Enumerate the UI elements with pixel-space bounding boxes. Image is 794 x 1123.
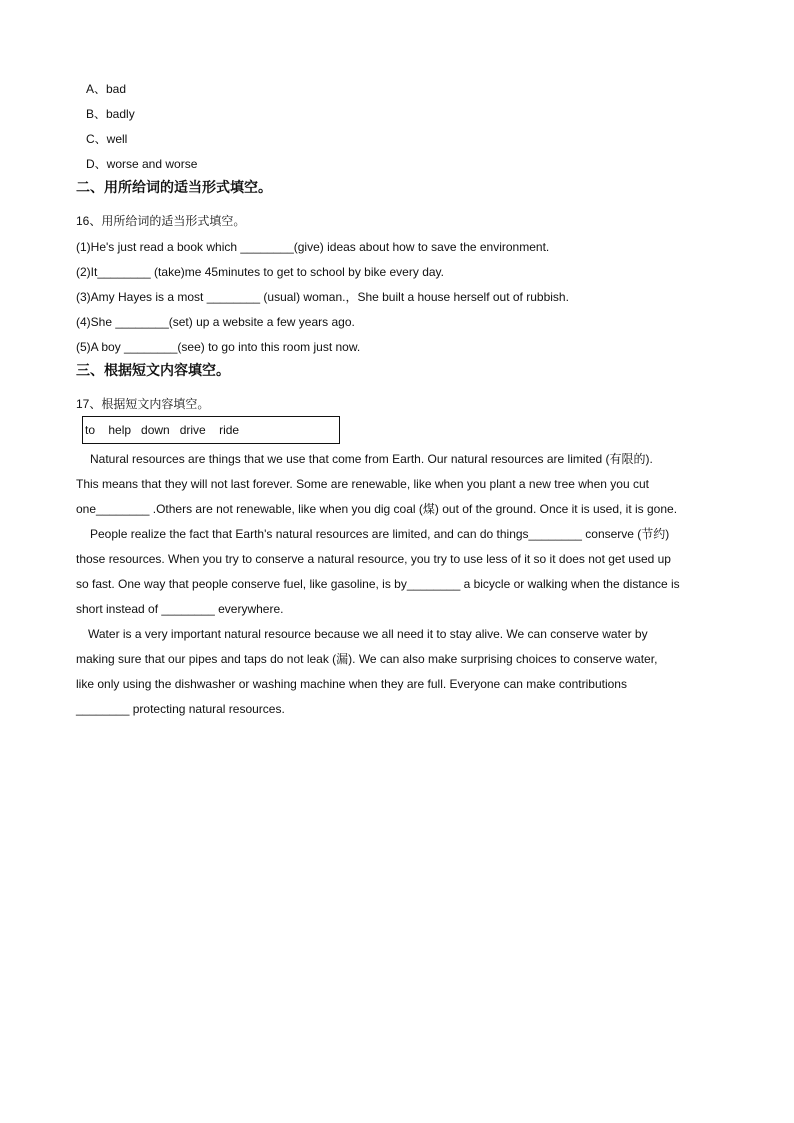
fill-item-3: (3)Amy Hayes is a most ________ (usual) woman.，She built a house herself out of rubbish. [76,290,569,304]
passage-line: Water is a very important natural resource because we all need it to stay alive. We can conserve water by [88,627,648,641]
section-heading-2: 二、用所给词的适当形式填空。 [76,179,272,195]
option-c: C、well [86,132,128,146]
option-a: A、bad [86,82,127,96]
passage-line: those resources. When you try to conserve a natural resource, you try to use less of it so it does not get used up [76,552,671,566]
passage-line: one________ .Others are not renewable, like when you dig coal (煤) out of the ground. Once it is used, it is gone. [76,502,678,516]
question-title-17: 17、根据短文内容填空。 [76,397,210,411]
question-title-16: 16、用所给词的适当形式填空。 [76,214,246,228]
passage-line: This means that they will not last forever. Some are renewable, like when you plant a new tree when you cut [76,477,649,491]
passage-line: People realize the fact that Earth's natural resources are limited, and can do things________ conserve (节约) [90,527,670,541]
fill-item-4: (4)She ________(set) up a website a few years ago. [76,315,355,329]
option-b: B、badly [86,107,135,121]
passage-line: ________ protecting natural resources. [76,702,285,716]
fill-item-2: (2)It________ (take)me 45minutes to get to school by bike every day. [76,265,444,279]
passage-line: making sure that our pipes and taps do not leak (漏). We can also make surprising choices to conserve water, [76,652,658,666]
passage-line: Natural resources are things that we use that come from Earth. Our natural resources are limited (有限的). [90,452,653,466]
passage-line: short instead of ________ everywhere. [76,602,284,616]
fill-item-5: (5)A boy ________(see) to go into this room just now. [76,340,361,354]
fill-item-1: (1)He's just read a book which ________(give) ideas about how to save the environment. [76,240,550,254]
word-bank-box: to help down drive ride [82,416,340,444]
section-heading-3: 三、根据短文内容填空。 [76,362,230,378]
passage-line: so fast. One way that people conserve fuel, like gasoline, is by________ a bicycle or walking when the distance is [76,577,680,591]
passage-line: like only using the dishwasher or washing machine when they are full. Everyone can make contributions [76,677,627,691]
option-d: D、worse and worse [86,157,198,171]
